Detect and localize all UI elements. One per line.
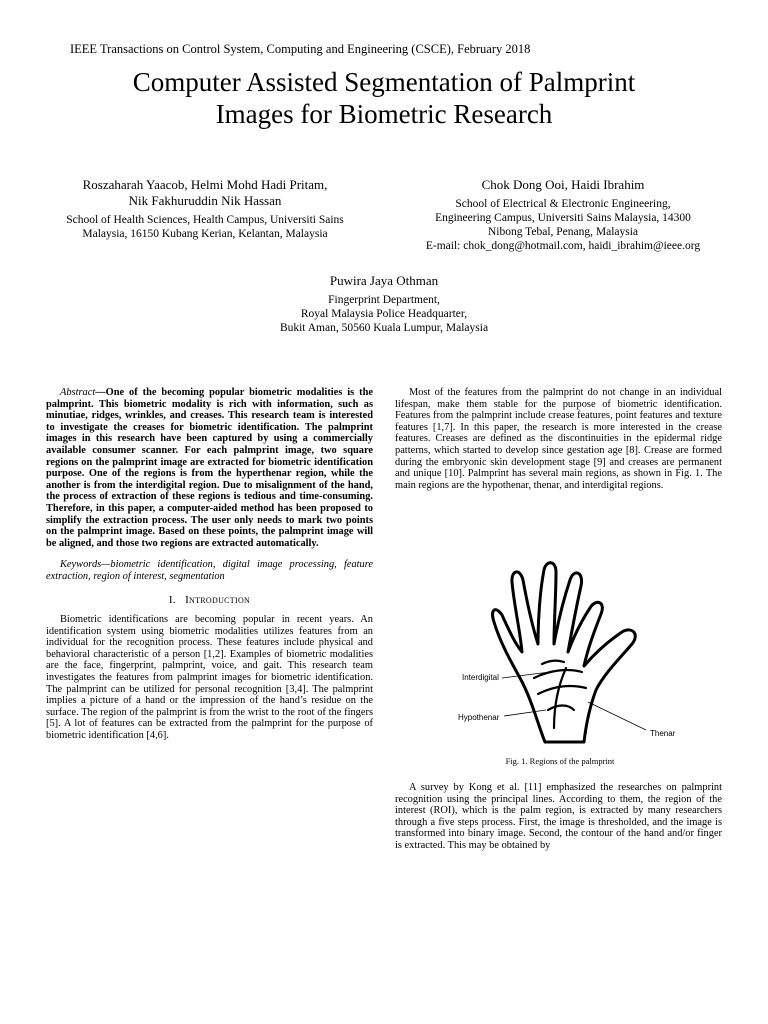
abstract-text: —One of the becoming popular biometric modalities is the palmprint. This biometric modality is rich with information, such as minutiae, ridges, wrinkles, and creases. This research team is interested to investigate the creases for biometric identification. The palmprint images in this research have been captured by using a commercially available consumer scanner. For each palmprint image, two square regions on the palmprint image are extracted for biometric identification purpose. One of the regions is from the hyperthenar region, while the another is from the interdigital region. Due to misalignment of the hand, the process of extraction of these regions is tedious and time-consuming. Therefore, in this paper, a computer-aided method has been proposed to simplify the extraction process. The user only needs to mark two points on the palmprint image. Based on these points, the palmprint image will be aligned, and those two regions are extracted automatically. [46, 387, 373, 549]
author-names: Puwira Jaya Othman [329, 273, 439, 288]
section-number: I. [168, 593, 176, 606]
author-block-right [398, 177, 728, 253]
journal-header: IEEE Transactions on Control System, Computing and Engineering (CSCE), February 2018 [70, 42, 531, 56]
abstract-label: Abstract [60, 387, 96, 398]
author-names: Chok Dong Ooi, Haidi Ibrahim [481, 177, 645, 192]
pointer-line-thenar [588, 702, 646, 730]
author-affiliation: Nibong Tebal, Penang, Malaysia [487, 226, 639, 238]
author-affiliation: School of Health Sciences, Health Campus, Universiti Sains [66, 214, 344, 226]
author-email: E-mail: chok_dong@hotmail.com, haidi_ibrahim@ieee.org [425, 240, 701, 252]
palmprint-figure [450, 560, 690, 750]
title-line-1: Computer Assisted Segmentation of Palmprint [132, 67, 636, 97]
author-affiliation: Fingerprint Department, [328, 294, 440, 306]
hand-diagram [450, 560, 690, 750]
title-line-2: Images for Biometric Research [215, 99, 553, 129]
left-column [46, 387, 373, 742]
abstract [46, 387, 373, 549]
label-hypothenar: Hypothenar [458, 713, 500, 722]
figure-caption: Fig. 1. Regions of the palmprint [505, 756, 615, 766]
author-affiliation: Bukit Aman, 50560 Kuala Lumpur, Malaysia [279, 322, 489, 334]
author-affiliation: Royal Malaysia Police Headquarter, [300, 308, 468, 320]
body-paragraph: A survey by Kong et al. [11] emphasized the researches on palmprint recognition using the principal lines. According to them, the region of the interest (ROI), which is the palm region, is extracted by many researchers through a five steps process. First, the image is thresholded, and the image is transformed into binary image. Second, the contour of the hand and/or finger is extracted. This may be obtained by [395, 782, 722, 851]
body-paragraph: Most of the features from the palmprint do not change in an individual lifespan, make them stable for the purpose of biometric identification. Features from the palmprint include crease features, point features and texture features [1,7]. In this paper, the research is more interested in the crease features. Creases are defined as the discontinuities in the epidermal ridge patterns, which started to develop since gestation age [8]. Crease are formed during the embryonic skin development stage [9] and creases are permanent and unique [10]. Palmprint has several main regions, as shown in Fig. 1. The main regions are the hypothenar, thenar, and interdigital regions. [395, 387, 722, 491]
section-heading [46, 595, 373, 607]
author-affiliation: Engineering Campus, Universiti Sains Malaysia, 14300 [435, 212, 691, 224]
author-block-left [40, 177, 370, 241]
author-names: Nik Fakhuruddin Nik Hassan [128, 193, 282, 208]
author-affiliation: Malaysia, 16150 Kubang Kerian, Kelantan, Malaysia [82, 228, 328, 240]
keywords: Keywords—biometric identification, digital image processing, feature extraction, region of interest, segmentation [46, 559, 373, 582]
hand-outline [493, 563, 636, 742]
paper-title [40, 66, 728, 130]
author-names: Roszaharah Yaacob, Helmi Mohd Hadi Pritam, [82, 177, 328, 192]
right-column-top [395, 387, 722, 491]
label-thenar: Thenar [650, 729, 676, 738]
author-block-center [200, 273, 568, 335]
right-column-bottom [395, 782, 722, 852]
intro-paragraph: Biometric identifications are becoming popular in recent years. An identification system using biometric modalities utilizes features from an individual for the recognition process. These features include physical and behavioral characteristic of a person [1,2]. Examples of biometric modalities are the face, fingerprint, palmprint, voice, and gait. This research team investigates the features from palmprint images for biometric identification. The palmprint can be utilized for personal recognition [3,4]. The palmprint implies a picture of a hand or the impression of the hand’s residue on the surface. The region of the palmprint is from the wrist to the root of the fingers [5]. A lot of features can be extracted from the palmprint for the purpose of biometric identification [4,6]. [46, 614, 373, 742]
label-interdigital: Interdigital [462, 673, 499, 682]
section-title: Introduction [185, 593, 251, 606]
author-affiliation: School of Electrical & Electronic Engineering, [455, 198, 671, 210]
